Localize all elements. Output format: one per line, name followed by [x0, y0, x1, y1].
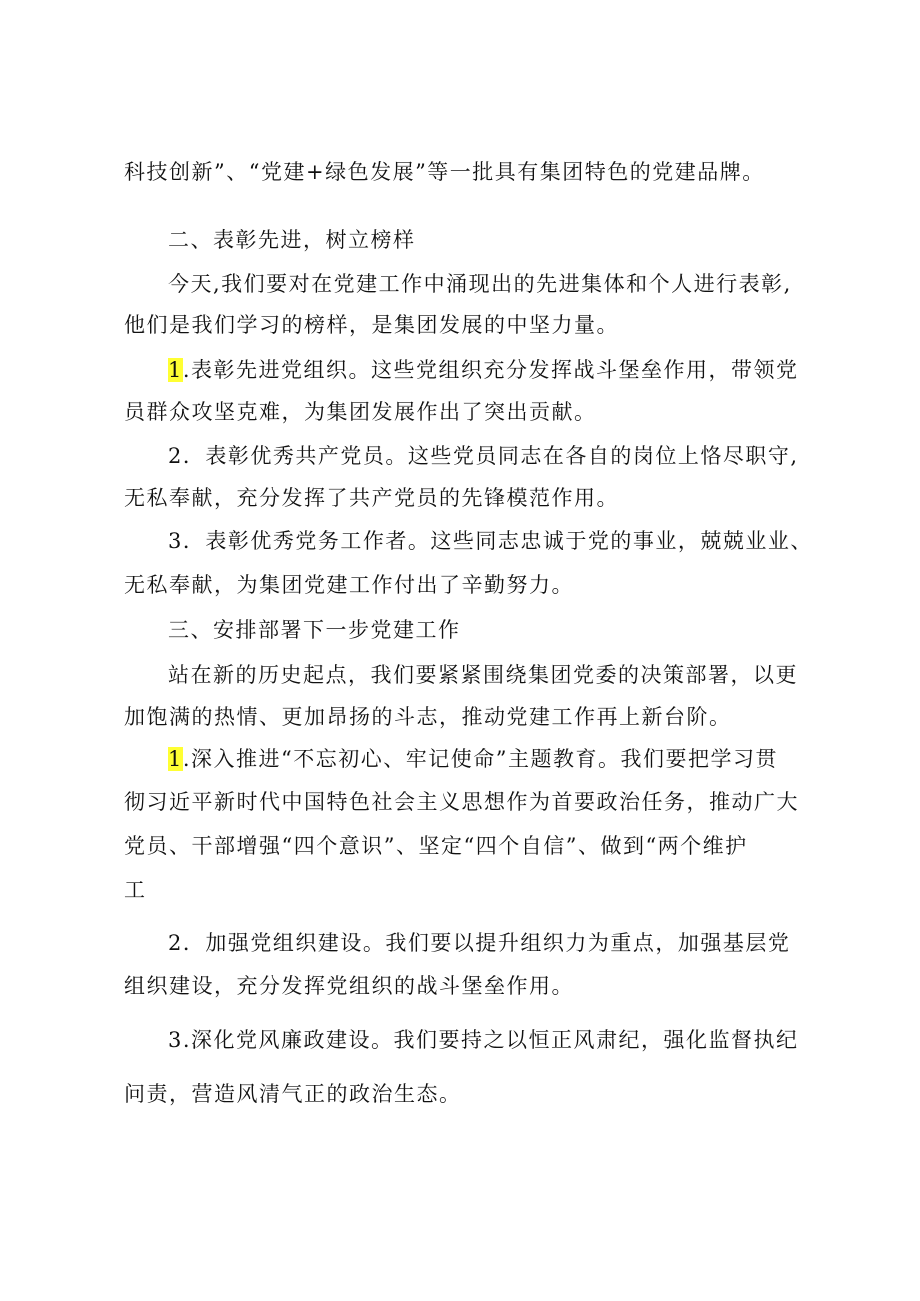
list-item-line [168, 355, 799, 385]
list-item-line: 2．加强党组织建设。我们要以提升组织力为重点，加强基层党 [168, 931, 791, 955]
paragraph-line: 员群众攻坚克难，为集团发展作出了突出贡献。 [124, 400, 597, 424]
list-item-line: 3．表彰优秀党务工作者。这些同志忠诚于党的事业，兢兢业业、 [168, 529, 813, 553]
list-item-line [168, 744, 778, 774]
list-item-line: 2．表彰优秀共产党员。这些党员同志在各自的岗位上恪尽职守, [168, 444, 799, 468]
section-heading: 二、表彰先进，树立榜样 [168, 228, 416, 252]
paragraph-line: 科技创新”、“党建+绿色发展”等一批具有集团特色的党建品牌。 [124, 160, 765, 184]
paragraph-line: 党员、干部增强“四个意识”、坚定“四个自信”、做到“两个维护 [124, 834, 748, 858]
paragraph-line: 工 [124, 878, 147, 902]
list-item-text: .表彰先进党组织。这些党组织充分发挥战斗堡垒作用，带领党 [182, 358, 799, 382]
highlighted-number: 1 [168, 358, 183, 382]
paragraph-line: 无私奉献，为集团党建工作付出了辛勤努力。 [124, 573, 574, 597]
paragraph-line: 加饱满的热情、更加昂扬的斗志，推动党建工作再上新台阶。 [124, 705, 732, 729]
paragraph-line: 今天,我们要对在党建工作中涌现出的先进集体和个人进行表彰, [168, 272, 792, 296]
list-item-line: 3.深化党风廉政建设。我们要持之以恒正风肃纪，强化监督执纪 [168, 1028, 799, 1052]
highlighted-number: 1 [168, 747, 183, 771]
paragraph-line: 无私奉献，充分发挥了共产党员的先锋模范作用。 [124, 486, 619, 510]
list-item-text: .深入推进“不忘初心、牢记使命”主题教育。我们要把学习贯 [182, 747, 779, 771]
paragraph-line: 彻习近平新时代中国特色社会主义思想作为首要政治任务，推动广大 [124, 790, 799, 814]
paragraph-line: 组织建设，充分发挥党组织的战斗堡垒作用。 [124, 974, 574, 998]
paragraph-line: 问责，营造风清气正的政治生态。 [124, 1082, 462, 1106]
section-heading: 三、安排部署下一步党建工作 [168, 618, 461, 642]
paragraph-line: 他们是我们学习的榜样，是集团发展的中坚力量。 [124, 313, 619, 337]
paragraph-line: 站在新的历史起点，我们要紧紧围绕集团党委的决策部署，以更 [168, 663, 798, 687]
